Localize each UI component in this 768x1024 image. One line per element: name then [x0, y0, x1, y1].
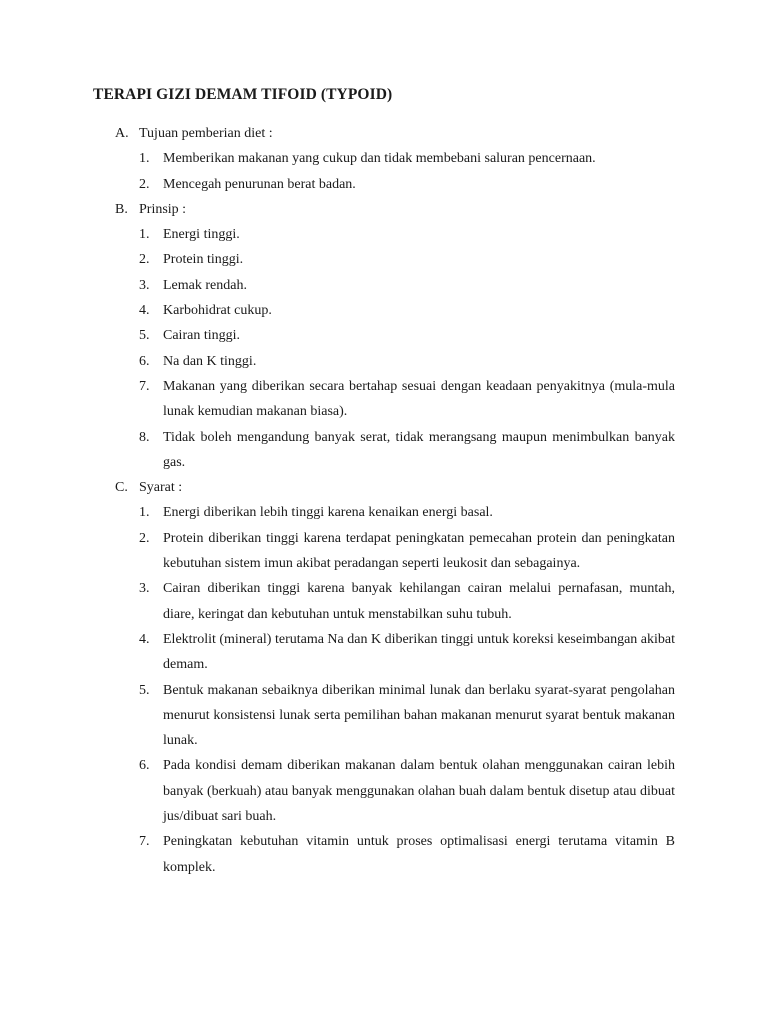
list-item-number: 5.	[139, 328, 150, 344]
list-item-number: 1.	[139, 505, 150, 521]
list-item-text: Pada kondisi demam diberikan makanan dalam bentuk olahan menggunakan cairan lebih banyak (berkuah) atau banyak menggunakan olahan buah dalam bentuk disetup atau dibuat jus/dibuat sari buah.	[163, 758, 675, 825]
list-item-number: 4.	[139, 631, 150, 647]
list-item-text: Memberikan makanan yang cukup dan tidak membebani saluran pencernaan.	[163, 151, 596, 167]
list-item-text: Protein diberikan tinggi karena terdapat peningkatan pemecahan protein dan peningkatan kebutuhan sistem imun akibat peradangan seperti leukosit dan sebagainya.	[163, 530, 675, 572]
list-item-number: 6.	[139, 758, 150, 774]
section-heading-text: Tujuan pemberian diet :	[139, 126, 273, 141]
list-item-number: 4.	[139, 303, 150, 319]
list-item	[0, 222, 768, 247]
document-title: TERAPI GIZI DEMAM TIFOID (TYPOID)	[93, 86, 393, 103]
section-heading-text: Prinsip :	[139, 201, 187, 217]
list-item-text: Bentuk makanan sebaiknya diberikan minimal lunak dan berlaku syarat-syarat pengolahan menurut konsistensi lunak serta pemilihan bahan makanan menurut syarat bentuk makanan lunak.	[163, 682, 675, 749]
list-item-number: 3.	[139, 581, 150, 597]
list-item-text: Cairan tinggi.	[163, 328, 240, 344]
list-item-text: Energi tinggi.	[163, 227, 240, 243]
list-item	[0, 349, 768, 374]
list-item-number: 1.	[139, 151, 150, 167]
list-item-number: 3.	[139, 277, 150, 293]
list-item-number: 2.	[139, 176, 150, 192]
section-heading	[0, 197, 768, 222]
list-item-number: 7.	[139, 378, 150, 394]
list-item-text: Karbohidrat cukup.	[163, 303, 272, 319]
list-item	[0, 323, 768, 348]
list-item	[0, 172, 768, 197]
list-item-number: 1.	[139, 227, 150, 243]
list-item-number: 7.	[139, 834, 150, 850]
section-letter: C.	[115, 480, 128, 496]
section-syarat	[0, 475, 768, 880]
list-item-text: Na dan K tinggi.	[163, 353, 257, 369]
list-item-text: Makanan yang diberikan secara bertahap sesuai dengan keadaan penyakitnya (mula-mula lunak kemudian makanan biasa).	[163, 378, 675, 420]
list-item-text: Lemak rendah.	[163, 277, 247, 293]
list-item-text: Elektrolit (mineral) terutama Na dan K diberikan tinggi untuk koreksi keseimbangan akibat demam.	[163, 631, 676, 673]
section-heading	[0, 121, 768, 146]
list-item	[0, 627, 768, 678]
list-item-text: Protein tinggi.	[163, 252, 244, 268]
section-prinsip	[0, 197, 768, 475]
list-item	[0, 576, 768, 627]
list-item-number: 8.	[139, 429, 150, 445]
list-item-text: Energi diberikan lebih tinggi karena kenaikan energi basal.	[163, 505, 493, 521]
list-item	[0, 829, 768, 880]
list-item	[0, 678, 768, 754]
section-letter: A.	[115, 126, 129, 141]
list-item	[0, 273, 768, 298]
list-item	[0, 298, 768, 323]
list-item-number: 2.	[139, 252, 150, 268]
section-heading	[0, 475, 768, 500]
list-item	[0, 374, 768, 425]
document-body	[0, 121, 768, 880]
list-item-text: Tidak boleh mengandung banyak serat, tidak merangsang maupun menimbulkan banyak gas.	[163, 429, 675, 470]
list-item-number: 2.	[139, 530, 150, 546]
list-item-number: 6.	[139, 353, 150, 369]
list-item-text: Peningkatan kebutuhan vitamin untuk proses optimalisasi energi terutama vitamin B komplek.	[163, 834, 675, 875]
list-item	[0, 526, 768, 577]
list-item	[0, 247, 768, 272]
list-item	[0, 753, 768, 829]
section-letter: B.	[115, 201, 128, 217]
list-item-text: Mencegah penurunan berat badan.	[163, 176, 356, 192]
list-item-text: Cairan diberikan tinggi karena banyak kehilangan cairan melalui pernafasan, muntah, diare, keringat dan kebutuhan untuk menstabilkan suhu tubuh.	[163, 581, 675, 622]
section-heading-text: Syarat :	[139, 480, 183, 496]
list-item	[0, 146, 768, 171]
list-item	[0, 500, 768, 525]
section-tujuan	[0, 121, 768, 197]
list-item	[0, 425, 768, 476]
list-item-number: 5.	[139, 682, 150, 698]
